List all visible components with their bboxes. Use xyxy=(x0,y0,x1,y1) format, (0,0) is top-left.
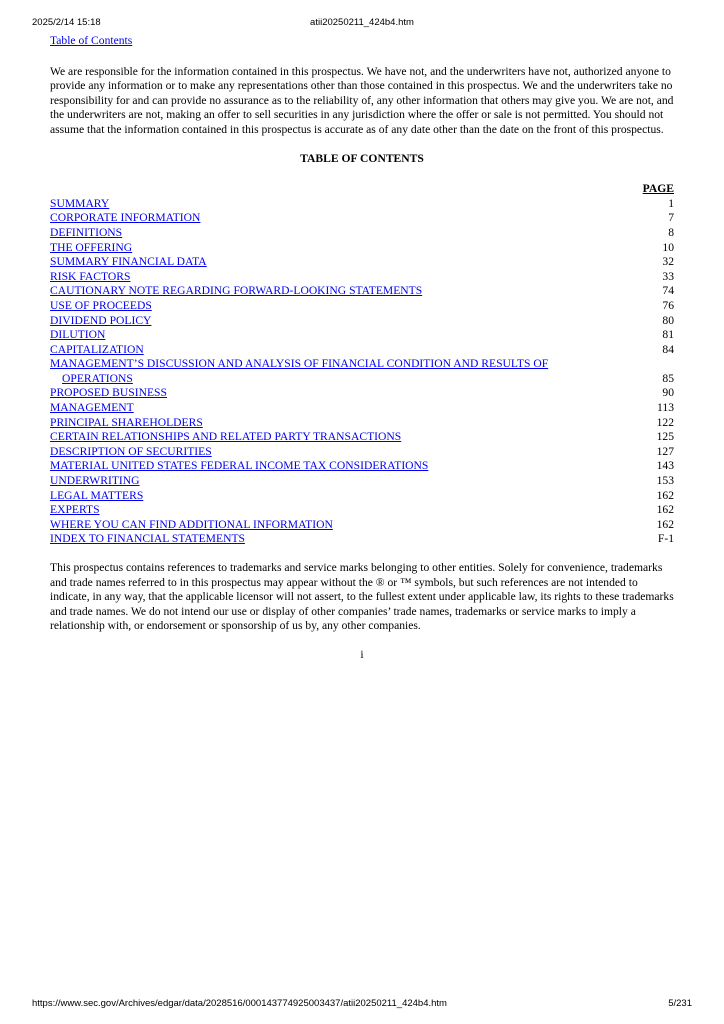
toc-entry-cell xyxy=(50,532,634,547)
toc-row xyxy=(50,284,674,299)
toc-page-number: 162 xyxy=(656,503,674,517)
toc-entry-link-continued[interactable]: OPERATIONS xyxy=(62,371,133,385)
toc-entry-cell xyxy=(50,401,634,416)
toc-entry-cell xyxy=(50,284,634,299)
toc-entry-cell xyxy=(50,343,634,358)
toc-row xyxy=(50,474,674,489)
toc-entry-cell xyxy=(50,270,634,285)
toc-entry-link[interactable]: MATERIAL UNITED STATES FEDERAL INCOME TAX CONSIDERATIONS xyxy=(50,459,429,473)
toc-title: TABLE OF CONTENTS xyxy=(300,151,424,165)
document-body xyxy=(50,34,674,663)
toc-row xyxy=(50,416,674,431)
toc-page-number: 90 xyxy=(662,386,674,400)
toc-entry-link[interactable]: EXPERTS xyxy=(50,503,100,517)
toc-page-header-cell xyxy=(634,182,674,197)
toc-entry-link[interactable]: CAUTIONARY NOTE REGARDING FORWARD-LOOKING STATEMENTS xyxy=(50,284,423,298)
toc-row xyxy=(50,255,674,270)
toc-entry-link[interactable]: THE OFFERING xyxy=(50,240,133,254)
toc-entry-link[interactable]: WHERE YOU CAN FIND ADDITIONAL INFORMATION xyxy=(50,517,333,531)
toc-row xyxy=(50,503,674,518)
toc-row xyxy=(50,270,674,285)
toc-page-number: 33 xyxy=(662,269,674,283)
toc-row xyxy=(50,386,674,401)
toc-entry-link[interactable]: USE OF PROCEEDS xyxy=(50,298,152,312)
toc-entry-link[interactable]: PROPOSED BUSINESS xyxy=(50,386,167,400)
toc-entry-link[interactable]: CORPORATE INFORMATION xyxy=(50,211,201,225)
toc-entry-link[interactable]: DILUTION xyxy=(50,328,106,342)
toc-entry-cell xyxy=(50,299,634,314)
toc-page-number: 153 xyxy=(656,474,674,488)
toc-row xyxy=(50,211,674,226)
toc-entry-cell xyxy=(50,241,634,256)
toc-header-spacer xyxy=(50,182,634,197)
toc-page-number: 74 xyxy=(662,284,674,298)
toc-entry-cell xyxy=(50,226,634,241)
toc-row xyxy=(50,489,674,504)
toc-entry-cell xyxy=(50,489,634,504)
toc-entry-cell xyxy=(50,328,634,343)
toc-page-number: 76 xyxy=(662,298,674,312)
toc-row xyxy=(50,357,674,386)
toc-row xyxy=(50,445,674,460)
toc-page-number: 81 xyxy=(662,328,674,342)
print-header-filename: atii20250211_424b4.htm xyxy=(310,17,414,28)
toc-row xyxy=(50,401,674,416)
toc-page-number: 7 xyxy=(668,211,674,225)
toc-entry-cell xyxy=(50,197,634,212)
toc-page-number: 32 xyxy=(662,255,674,269)
toc-entry-cell xyxy=(50,430,634,445)
toc-entry-link[interactable]: INDEX TO FINANCIAL STATEMENTS xyxy=(50,532,245,546)
toc-entry-cell xyxy=(50,474,634,489)
toc-row xyxy=(50,459,674,474)
toc-entry-link[interactable]: SUMMARY xyxy=(50,196,110,210)
toc-entry-cell xyxy=(50,357,634,386)
toc-body xyxy=(50,197,674,547)
toc-page-number: 1 xyxy=(668,196,674,210)
toc-entry-link[interactable]: RISK FACTORS xyxy=(50,269,131,283)
toc-row xyxy=(50,314,674,329)
toc-row xyxy=(50,226,674,241)
print-footer-page-count: 5/231 xyxy=(668,998,692,1009)
print-footer-url: https://www.sec.gov/Archives/edgar/data/2028516/000143774925003437/atii20250211_424b4.htm xyxy=(32,998,447,1009)
toc-page-number: 10 xyxy=(662,240,674,254)
toc-page-number: 84 xyxy=(662,342,674,356)
toc-table xyxy=(50,182,674,547)
toc-page-number: 122 xyxy=(656,415,674,429)
toc-page-number: 113 xyxy=(657,401,674,415)
toc-row xyxy=(50,328,674,343)
toc-entry-link[interactable]: DEFINITIONS xyxy=(50,225,123,239)
toc-page-number: 143 xyxy=(656,459,674,473)
toc-page-number: 8 xyxy=(668,225,674,239)
toc-entry-link[interactable]: DESCRIPTION OF SECURITIES xyxy=(50,444,212,458)
toc-page-number: 80 xyxy=(662,313,674,327)
toc-entry-cell xyxy=(50,255,634,270)
toc-entry-cell xyxy=(50,314,634,329)
toc-entry-cell xyxy=(50,518,634,533)
toc-entry-cell xyxy=(50,459,634,474)
toc-entry-link[interactable]: MANAGEMENT xyxy=(50,401,134,415)
toc-row xyxy=(50,430,674,445)
toc-entry-cell xyxy=(50,211,634,226)
toc-entry-cell xyxy=(50,386,634,401)
toc-row xyxy=(50,518,674,533)
toc-page-number: 162 xyxy=(656,517,674,531)
toc-row xyxy=(50,241,674,256)
table-of-contents-link[interactable]: Table of Contents xyxy=(50,34,133,47)
toc-entry-link[interactable]: CERTAIN RELATIONSHIPS AND RELATED PARTY TRANSACTIONS xyxy=(50,430,402,444)
toc-page-number: 125 xyxy=(656,430,674,444)
toc-entry-cell xyxy=(50,503,634,518)
toc-entry-link[interactable]: UNDERWRITING xyxy=(50,474,140,488)
toc-page-number: 85 xyxy=(662,371,674,385)
toc-entry-link[interactable]: MANAGEMENT’S DISCUSSION AND ANALYSIS OF FINANCIAL CONDITION AND RESULTS OF xyxy=(50,357,549,371)
toc-page-number: 162 xyxy=(656,488,674,502)
toc-row xyxy=(50,299,674,314)
toc-row xyxy=(50,532,674,547)
toc-entry-cell xyxy=(50,445,634,460)
toc-entry-cell xyxy=(50,416,634,431)
toc-row xyxy=(50,197,674,212)
toc-page-header: PAGE xyxy=(642,182,674,196)
toc-page-number: 127 xyxy=(656,444,674,458)
toc-row xyxy=(50,343,674,358)
intro-paragraph: We are responsible for the information contained in this prospectus. We have not, and the underwriters have not, authorized anyone to provide any information or to make any representations other than those contained in this prospectus. We and the underwriters take no responsibility for and can provide no assurance as to the reliability of, any other information that others may give you. We are not, and the underwriters are not, making an offer to sell securities in any jurisdiction where the offer or sale is not permitted. You should not assume that the information contained in this prospectus is accurate as of any date other than the date on the front of this prospectus. xyxy=(50,64,674,136)
toc-entry-link[interactable]: LEGAL MATTERS xyxy=(50,488,144,502)
toc-entry-link[interactable]: PRINCIPAL SHAREHOLDERS xyxy=(50,415,203,429)
toc-page-number: F-1 xyxy=(657,532,674,546)
trademark-paragraph: This prospectus contains references to trademarks and service marks belonging to other entities. Solely for convenience, trademarks and trade names referred to in this prospectus may appear without the ® or ™ symbols, but such references are not intended to indicate, in any way, that the applicable licensor will not assert, to the fullest extent under applicable law, its rights to these trademarks and trade names. We do not intend our use or display of other companies’ trade names, trademarks or service marks to imply a relationship with, or endorsement or sponsorship of us by, any other companies. xyxy=(50,561,674,633)
page-number: i xyxy=(360,647,364,661)
toc-entry-link[interactable]: SUMMARY FINANCIAL DATA xyxy=(50,255,207,269)
toc-entry-link[interactable]: DIVIDEND POLICY xyxy=(50,313,152,327)
print-header-datetime: 2025/2/14 15:18 xyxy=(32,17,101,28)
toc-header-row xyxy=(50,182,674,197)
toc-entry-link[interactable]: CAPITALIZATION xyxy=(50,342,144,356)
